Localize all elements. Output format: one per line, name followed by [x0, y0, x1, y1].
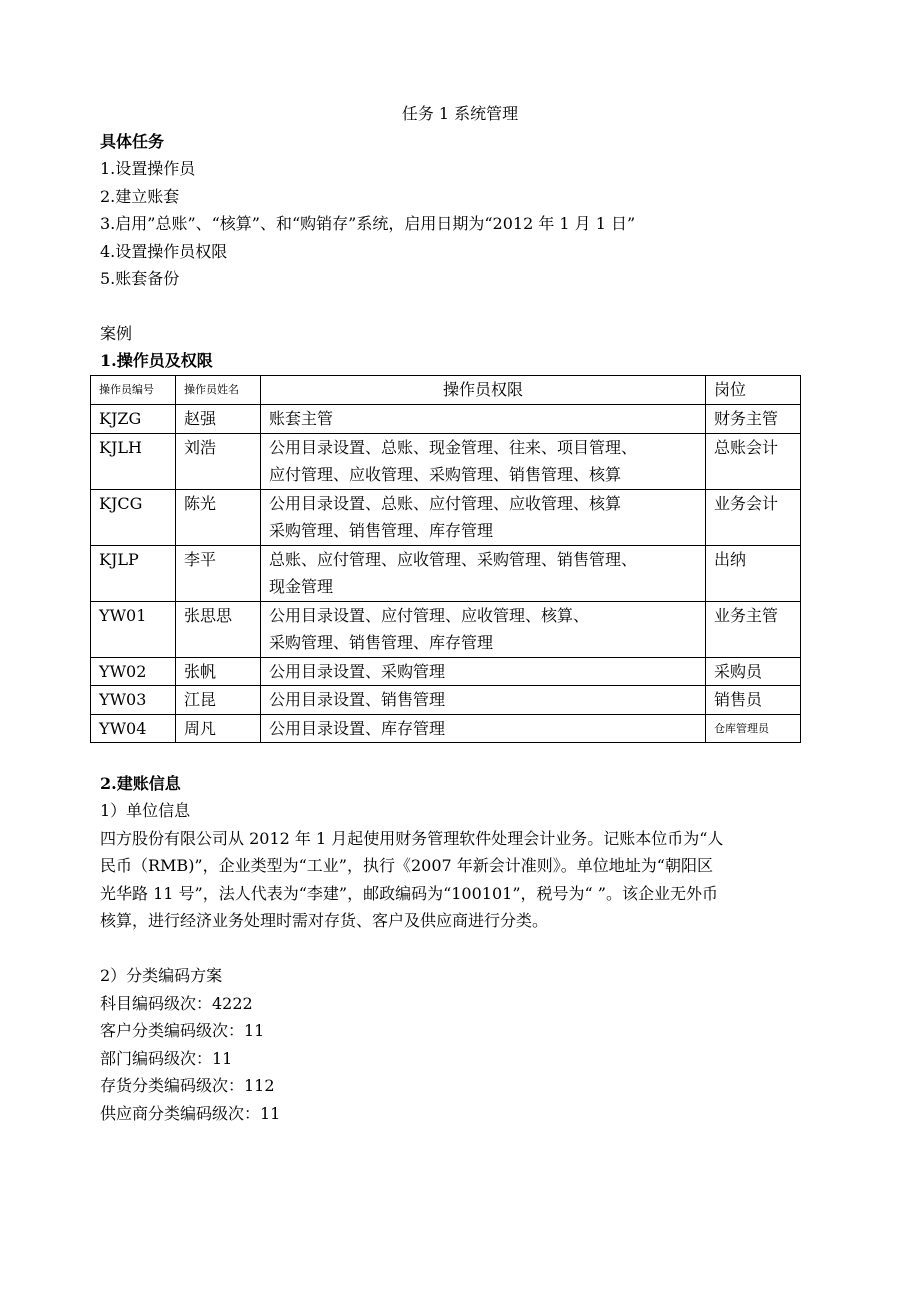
cell-operator-code: KJZG — [91, 405, 176, 434]
section-heading-operators: 1.操作员及权限 — [100, 351, 213, 370]
task-item: 3.启用”总账”、“核算”、和“购销存”系统，启用日期为“2012 年 1 月 1 日” — [100, 214, 636, 233]
unit-info-line: 光华路 11 号”，法人代表为“李建”，邮政编码为“100101”，税号为“ ”。该企业无外币 — [100, 884, 718, 903]
table-row — [91, 433, 801, 489]
cell-post: 采购员 — [706, 657, 801, 686]
unit-info-label: 1）单位信息 — [100, 801, 191, 820]
cell-operator-permissions — [261, 601, 706, 657]
cell-operator-name: 周凡 — [176, 714, 261, 743]
unit-info-line: 民币（RMB)”，企业类型为“工业”，执行《2007 年新会计准则》。单位地址为“朝阳区 — [100, 856, 713, 875]
task-item: 5.账套备份 — [100, 269, 180, 288]
permission-line: 总账、应付管理、应收管理、采购管理、销售管理、 — [269, 549, 638, 569]
cell-operator-permissions — [261, 545, 706, 601]
table-row — [91, 686, 801, 715]
coding-line: 科目编码级次：4222 — [100, 994, 253, 1013]
cell-operator-code: KJLP — [91, 545, 176, 601]
permission-line: 采购管理、销售管理、库存管理 — [269, 521, 494, 540]
permission-line: 公用目录设置、采购管理 — [269, 661, 446, 681]
unit-info-line: 核算，进行经济业务处理时需对存货、客户及供应商进行分类。 — [100, 911, 549, 930]
page-title: 任务 1 系统管理 — [401, 104, 519, 123]
cell-operator-name: 张思思 — [176, 601, 261, 657]
cell-post: 仓库管理员 — [706, 714, 801, 743]
coding-line: 客户分类编码级次：11 — [100, 1021, 265, 1040]
cell-operator-name: 刘浩 — [176, 433, 261, 489]
header-operator-code: 操作员编号 — [91, 376, 176, 405]
cell-post: 销售员 — [706, 686, 801, 715]
cell-operator-code: YW03 — [91, 686, 176, 715]
cell-post: 业务主管 — [706, 601, 801, 657]
header-operator-name: 操作员姓名 — [176, 376, 261, 405]
table-header-row — [91, 376, 801, 405]
cell-operator-permissions — [261, 433, 706, 489]
case-label: 案例 — [100, 324, 133, 343]
table-row — [91, 489, 801, 545]
table-row — [91, 405, 801, 434]
header-post: 岗位 — [706, 376, 801, 405]
permission-line: 应付管理、应收管理、采购管理、销售管理、核算 — [269, 465, 622, 484]
cell-operator-name: 赵强 — [176, 405, 261, 434]
unit-info-line: 四方股份有限公司从 2012 年 1 月起使用财务管理软件处理会计业务。记账本位币为“人 — [100, 829, 724, 848]
cell-operator-permissions — [261, 405, 706, 434]
cell-operator-name: 张帆 — [176, 657, 261, 686]
permission-line: 公用目录设置、销售管理 — [269, 690, 446, 709]
permission-line: 账套主管 — [269, 409, 334, 428]
cell-operator-name: 李平 — [176, 545, 261, 601]
permission-line: 采购管理、销售管理、库存管理 — [269, 633, 494, 652]
cell-operator-code: KJLH — [91, 433, 176, 489]
cell-operator-code: YW02 — [91, 657, 176, 686]
section-heading-account-info: 2.建账信息 — [100, 774, 181, 793]
cell-operator-code: KJCG — [91, 489, 176, 545]
table-row — [91, 714, 801, 743]
task-item: 4.设置操作员权限 — [100, 242, 228, 261]
table-row — [91, 657, 801, 686]
table-row — [91, 601, 801, 657]
permission-line: 公用目录设置、应付管理、应收管理、核算、 — [269, 605, 590, 625]
cell-operator-code: YW01 — [91, 601, 176, 657]
operators-table — [90, 375, 801, 743]
table-row — [91, 545, 801, 601]
cell-post: 出纳 — [706, 545, 801, 601]
cell-operator-permissions — [261, 657, 706, 686]
cell-post: 财务主管 — [706, 405, 801, 434]
task-item: 2.建立账套 — [100, 187, 180, 206]
coding-line: 存货分类编码级次：112 — [100, 1076, 275, 1095]
task-heading: 具体任务 — [100, 132, 165, 151]
cell-operator-permissions — [261, 489, 706, 545]
task-item: 1.设置操作员 — [100, 159, 196, 178]
cell-operator-code: YW04 — [91, 714, 176, 743]
cell-operator-name: 江昆 — [176, 686, 261, 715]
cell-operator-permissions — [261, 714, 706, 743]
coding-label: 2）分类编码方案 — [100, 966, 223, 985]
coding-line: 供应商分类编码级次：11 — [100, 1104, 281, 1123]
cell-post: 总账会计 — [706, 433, 801, 489]
permission-line: 现金管理 — [269, 577, 334, 596]
header-operator-permissions: 操作员权限 — [261, 376, 706, 405]
permission-line: 公用目录设置、库存管理 — [269, 718, 446, 738]
cell-post: 业务会计 — [706, 489, 801, 545]
permission-line: 公用目录设置、总账、现金管理、往来、项目管理、 — [269, 437, 638, 457]
cell-operator-permissions — [261, 686, 706, 715]
cell-operator-name: 陈光 — [176, 489, 261, 545]
coding-line: 部门编码级次：11 — [100, 1049, 233, 1068]
permission-line: 公用目录设置、总账、应付管理、应收管理、核算 — [269, 493, 622, 513]
